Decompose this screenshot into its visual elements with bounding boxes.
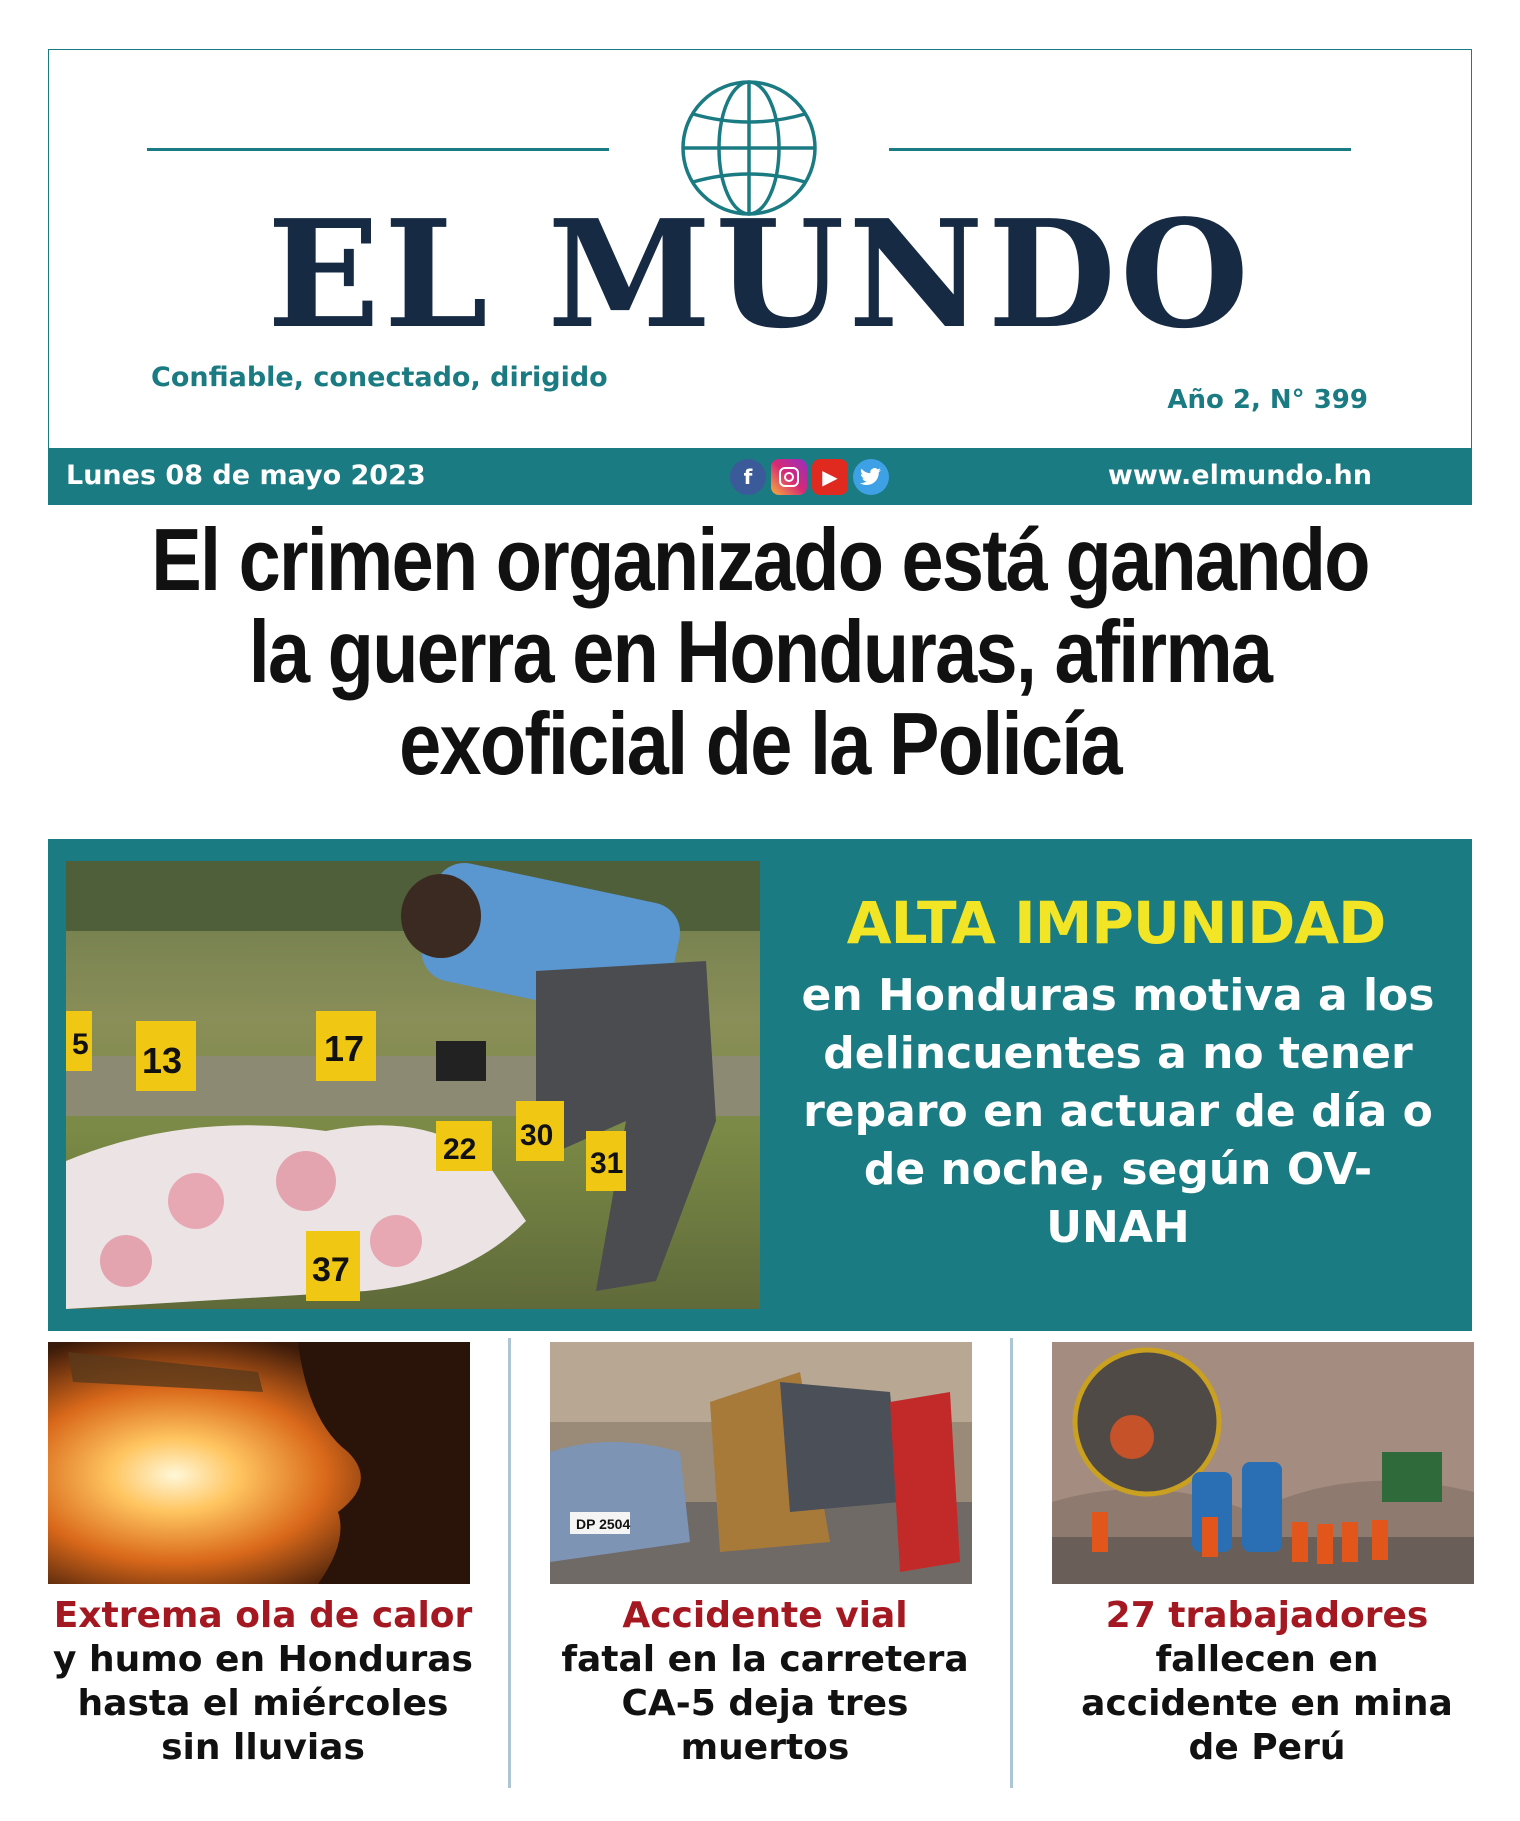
accident-photo[interactable] [550,1342,972,1584]
facebook-icon[interactable]: f [730,459,766,495]
story-text: y humo en Honduras hasta el miércoles sin lluvias [53,1639,473,1768]
lead-kicker[interactable]: ALTA IMPUNIDAD [846,889,1386,957]
heatwave-photo[interactable] [48,1342,470,1584]
story-highlight: 27 trabajadores [1105,1595,1429,1636]
youtube-icon[interactable]: ▶ [812,459,848,495]
svg-text:31: 31 [590,1147,624,1180]
story-accident[interactable] [550,1342,980,1770]
story-highlight: Accidente vial [622,1595,908,1636]
story-title [550,1594,980,1770]
issue-date: Lunes 08 de mayo 2023 [66,460,426,491]
svg-text:37: 37 [312,1251,350,1289]
newspaper-title: EL MUNDO [267,187,1253,361]
svg-text:17: 17 [324,1028,365,1069]
story-text: fallecen en accidente en mina de Perú [1081,1639,1453,1768]
twitter-icon[interactable] [853,459,889,495]
svg-text:22: 22 [443,1133,477,1166]
tagline: Confiable, conectado, dirigido [151,362,608,393]
issue-number: Año 2, N° 399 [1167,385,1368,415]
lead-summary: en Honduras motiva a los delincuentes a no tener reparo en actuar de día o de noche, según OV-UNAH [801,970,1435,1253]
story-title [1052,1594,1482,1770]
story-title [48,1594,478,1770]
svg-text:DP 2504: DP 2504 [576,1516,631,1532]
crime-scene-photo[interactable] [66,861,760,1309]
website-link[interactable]: www.elmundo.hn [1107,460,1372,491]
story-text: fatal en la carretera CA-5 deja tres muertos [561,1639,969,1768]
instagram-icon[interactable] [771,459,807,495]
mine-photo[interactable] [1052,1342,1474,1584]
main-headline[interactable]: El crimen organizado está ganando la guerra en Honduras, afirma exoficial de la Policía [151,510,1369,793]
svg-text:5: 5 [72,1028,89,1061]
story-highlight: Extrema ola de calor [53,1595,473,1636]
social-links [730,459,889,495]
svg-text:13: 13 [142,1040,183,1081]
masthead-rule-right [889,148,1351,151]
story-mine[interactable] [1052,1342,1482,1770]
masthead [48,49,1472,449]
info-bar [48,449,1472,505]
masthead-rule-left [147,148,609,151]
lead-feature [48,839,1472,1331]
column-divider [508,1338,511,1788]
svg-text:30: 30 [520,1119,554,1152]
column-divider [1010,1338,1013,1788]
story-heatwave[interactable] [48,1342,478,1770]
